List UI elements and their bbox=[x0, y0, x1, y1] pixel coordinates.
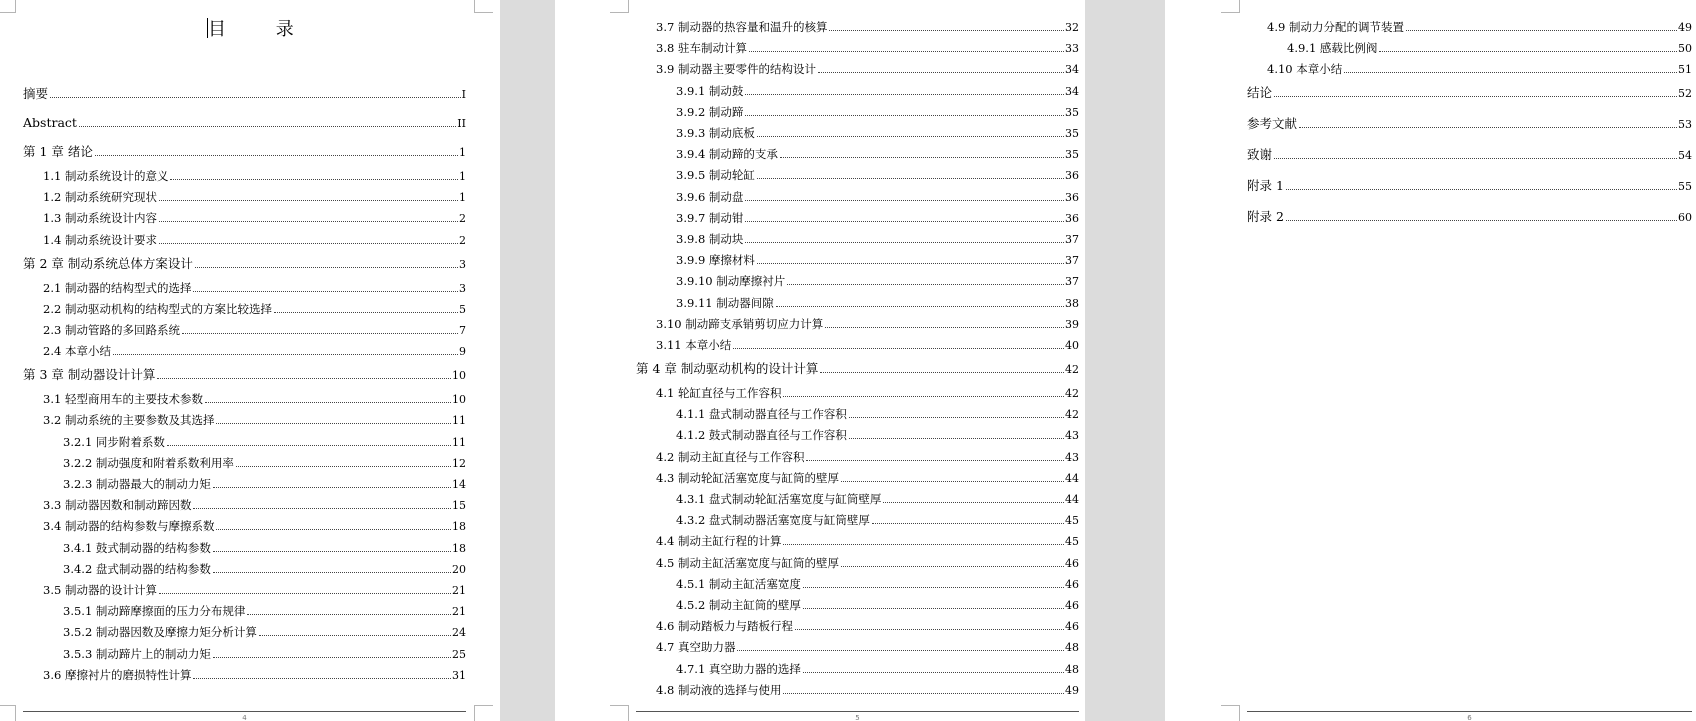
toc-entry-title: 3.9.4 制动蹄的支承 bbox=[676, 147, 778, 162]
toc-entry-page: 10 bbox=[452, 393, 466, 407]
toc-entry-title: 第 2 章 制动系统总体方案设计 bbox=[23, 255, 193, 271]
toc-entry-page: 51 bbox=[1678, 63, 1692, 77]
toc-entry-title: 3.3 制动器因数和制动蹄因数 bbox=[43, 498, 192, 513]
toc-entry-page: 31 bbox=[452, 668, 466, 682]
toc-entry-title: 3.9.8 制动块 bbox=[676, 232, 744, 246]
toc-entry-page: 18 bbox=[452, 520, 466, 534]
toc-entry[interactable] bbox=[63, 562, 466, 576]
toc-entry-page: 1 bbox=[459, 191, 466, 205]
toc-entry-page: II bbox=[457, 117, 466, 130]
toc-entry[interactable] bbox=[656, 41, 1079, 55]
dot-leader bbox=[159, 593, 451, 594]
toc-entry-title: 3.9 制动器主要零件的结构设计 bbox=[656, 62, 816, 77]
toc-entry-page: 14 bbox=[452, 478, 466, 491]
toc-entry-page: 46 bbox=[1065, 620, 1079, 634]
toc-entry-title: 3.7 制动器的热容量和温升的核算 bbox=[656, 20, 828, 34]
toc-entry[interactable] bbox=[63, 604, 466, 618]
toc-entry-title: 附录 2 bbox=[1247, 209, 1284, 225]
toc-entry-page: 34 bbox=[1065, 63, 1079, 77]
dot-leader bbox=[213, 487, 451, 488]
toc-entry-page: 48 bbox=[1065, 641, 1079, 655]
dot-leader bbox=[1286, 220, 1677, 221]
toc-entry[interactable] bbox=[43, 668, 466, 682]
toc-entry-page: 34 bbox=[1065, 84, 1079, 98]
dot-leader bbox=[170, 179, 458, 180]
toc-entry-page: 37 bbox=[1065, 254, 1079, 268]
toc-entry-page: 37 bbox=[1065, 275, 1079, 289]
toc-entry-title: 4.3.2 盘式制动器活塞宽度与缸筒壁厚 bbox=[676, 513, 870, 528]
toc-entry-title: Abstract bbox=[23, 115, 77, 130]
toc-entry-title: 3.2.2 制动强度和附着系数利用率 bbox=[63, 455, 234, 470]
toc-entry-title: 3.4.1 鼓式制动器的结构参数 bbox=[63, 540, 211, 555]
toc-entry-page: 48 bbox=[1065, 662, 1079, 676]
toc-entry-title: 2.2 制动驱动机构的结构型式的方案比较选择 bbox=[43, 301, 272, 316]
dot-leader bbox=[182, 333, 458, 334]
dot-leader bbox=[806, 460, 1064, 461]
dot-leader bbox=[783, 544, 1064, 545]
dot-leader bbox=[803, 587, 1064, 588]
toc-entry-title: 3.4.2 盘式制动器的结构参数 bbox=[63, 561, 211, 576]
toc-entry[interactable] bbox=[63, 647, 466, 661]
crop-mark bbox=[610, 705, 629, 721]
toc-entry-title: 4.8 制动液的选择与使用 bbox=[656, 682, 782, 697]
toc-entry-page: 20 bbox=[452, 562, 466, 576]
toc-entry[interactable] bbox=[43, 498, 466, 512]
dot-leader bbox=[829, 30, 1064, 31]
footer-rule bbox=[23, 711, 466, 712]
toc-entry-page: 46 bbox=[1065, 599, 1079, 612]
toc-entry-title: 3.5.3 制动蹄片上的制动力矩 bbox=[63, 646, 211, 661]
toc-entry-title: 3.2.3 制动器最大的制动力矩 bbox=[63, 477, 211, 491]
toc-entry-page: 33 bbox=[1065, 42, 1079, 56]
toc-entry-title: 3.9.7 制动钳 bbox=[676, 210, 744, 225]
dot-leader bbox=[825, 327, 1064, 328]
toc-entry-page: 11 bbox=[452, 414, 466, 428]
toc-entry[interactable] bbox=[676, 428, 1079, 442]
crop-mark bbox=[474, 0, 493, 13]
dot-leader bbox=[783, 693, 1064, 694]
toc-entry[interactable] bbox=[656, 471, 1079, 485]
toc-entry-page: 60 bbox=[1678, 211, 1692, 225]
toc-entry-page: 43 bbox=[1065, 429, 1079, 443]
toc-entry[interactable] bbox=[1267, 62, 1692, 76]
toc-entry[interactable] bbox=[23, 145, 466, 159]
toc-entry[interactable] bbox=[63, 541, 466, 555]
footer-rule bbox=[1247, 711, 1692, 712]
toc-entry[interactable] bbox=[63, 625, 466, 639]
toc-entry[interactable] bbox=[676, 126, 1079, 140]
toc-entry-title: 3.9.9 摩擦材料 bbox=[676, 253, 755, 268]
dot-leader bbox=[1286, 189, 1677, 190]
toc-entry-title: 结论 bbox=[1247, 85, 1273, 101]
dot-leader bbox=[193, 291, 458, 292]
toc-entry[interactable] bbox=[43, 302, 466, 316]
toc-entry-title: 4.3.1 盘式制动轮缸活塞宽度与缸筒壁厚 bbox=[676, 492, 882, 506]
toc-entry[interactable] bbox=[656, 338, 1079, 352]
toc-entry-page: 45 bbox=[1065, 514, 1079, 528]
toc-entry[interactable] bbox=[676, 662, 1079, 676]
dot-leader bbox=[157, 378, 451, 379]
toc-entry[interactable] bbox=[43, 190, 466, 204]
toc-entry-page: 53 bbox=[1678, 118, 1692, 132]
dot-leader bbox=[745, 94, 1064, 95]
dot-leader bbox=[745, 221, 1064, 222]
toc-entry-title: 第 4 章 制动驱动机构的设计计算 bbox=[636, 361, 819, 376]
toc-entry-page: 3 bbox=[459, 257, 466, 271]
dot-leader bbox=[195, 267, 458, 268]
toc-title: 目 录 bbox=[208, 19, 316, 40]
toc-entry[interactable] bbox=[676, 296, 1079, 310]
toc-entry[interactable] bbox=[656, 534, 1079, 548]
toc-entry-title: 参考文献 bbox=[1247, 116, 1298, 132]
text-cursor bbox=[207, 18, 208, 38]
dot-leader bbox=[193, 508, 451, 509]
toc-entry-page: 42 bbox=[1065, 363, 1079, 376]
dot-leader bbox=[803, 608, 1064, 609]
dot-leader bbox=[757, 178, 1064, 179]
toc-entry[interactable] bbox=[676, 407, 1079, 421]
toc-entry[interactable] bbox=[43, 323, 466, 337]
toc-entry-title: 3.9.6 制动盘 bbox=[676, 189, 744, 204]
toc-entry-title: 3.9.1 制动鼓 bbox=[676, 83, 744, 98]
toc-entry-page: 21 bbox=[452, 584, 466, 597]
toc-entry-title: 4.10 本章小结 bbox=[1267, 62, 1343, 77]
toc-entry[interactable] bbox=[1247, 210, 1692, 224]
toc-entry-page: 36 bbox=[1065, 169, 1079, 183]
dot-leader bbox=[236, 466, 451, 467]
toc-entry-title: 附录 1 bbox=[1247, 178, 1284, 194]
toc-entry[interactable] bbox=[676, 211, 1079, 225]
toc-entry[interactable] bbox=[656, 386, 1079, 400]
dot-leader bbox=[213, 551, 451, 552]
toc-entry[interactable] bbox=[1247, 86, 1692, 100]
toc-entry-page: 11 bbox=[452, 435, 466, 449]
toc-entry-title: 3.5.2 制动器因数及摩擦力矩分析计算 bbox=[63, 625, 257, 640]
dot-leader bbox=[167, 445, 451, 446]
toc-entry-page: 55 bbox=[1678, 180, 1692, 194]
toc-entry[interactable] bbox=[656, 556, 1079, 570]
toc-entry-page: 3 bbox=[459, 281, 466, 295]
toc-entry-title: 4.9.1 感载比例阀 bbox=[1287, 41, 1378, 56]
toc-entry-page: 38 bbox=[1065, 296, 1079, 310]
toc-entry-title: 3.2.1 同步附着系数 bbox=[63, 434, 165, 449]
toc-entry[interactable] bbox=[43, 519, 466, 533]
toc-entry-page: 40 bbox=[1065, 339, 1079, 352]
toc-entry[interactable] bbox=[656, 62, 1079, 76]
toc-entry-page: 7 bbox=[459, 324, 466, 337]
dot-leader bbox=[803, 672, 1064, 673]
toc-entry-page: 49 bbox=[1678, 21, 1692, 34]
dot-leader bbox=[274, 312, 458, 313]
document-page bbox=[0, 0, 500, 721]
dot-leader bbox=[849, 417, 1064, 418]
page-number: 5 bbox=[855, 714, 860, 721]
toc-entry-title: 4.4 制动主缸行程的计算 bbox=[656, 534, 782, 549]
toc-entry[interactable] bbox=[656, 20, 1079, 34]
toc-entry[interactable] bbox=[1247, 148, 1692, 162]
dot-leader bbox=[1406, 30, 1677, 31]
toc-entry-title: 1.1 制动系统设计的意义 bbox=[43, 169, 169, 183]
toc-entry-title: 4.5.1 制动主缸活塞宽度 bbox=[676, 576, 801, 591]
toc-entry[interactable] bbox=[656, 683, 1079, 697]
dot-leader bbox=[883, 502, 1064, 503]
toc-entry[interactable] bbox=[676, 168, 1079, 182]
toc-entry-page: 24 bbox=[452, 626, 466, 640]
dot-leader bbox=[159, 200, 458, 201]
toc-entry-title: 摘要 bbox=[23, 86, 49, 101]
page-number: 4 bbox=[242, 714, 247, 721]
crop-mark bbox=[1221, 705, 1240, 721]
toc-entry-page: 37 bbox=[1065, 233, 1079, 246]
dot-leader bbox=[849, 438, 1064, 439]
toc-entry-title: 4.7 真空助力器 bbox=[656, 640, 736, 655]
toc-entry[interactable] bbox=[676, 105, 1079, 119]
toc-entry-title: 3.9.5 制动轮缸 bbox=[676, 168, 755, 183]
toc-entry-title: 1.2 制动系统研究现状 bbox=[43, 190, 157, 205]
dot-leader bbox=[745, 200, 1064, 201]
dot-leader bbox=[780, 157, 1064, 158]
toc-entry-title: 4.7.1 真空助力器的选择 bbox=[676, 661, 801, 676]
dot-leader bbox=[737, 650, 1064, 651]
toc-entry[interactable] bbox=[656, 640, 1079, 654]
dot-leader bbox=[216, 529, 451, 530]
toc-entry-page: 32 bbox=[1065, 21, 1079, 34]
toc-entry-title: 1.3 制动系统设计内容 bbox=[43, 211, 157, 226]
toc-entry[interactable] bbox=[676, 492, 1079, 506]
toc-entry[interactable] bbox=[676, 190, 1079, 204]
toc-entry-title: 3.5 制动器的设计计算 bbox=[43, 583, 157, 597]
toc-entry[interactable] bbox=[43, 281, 466, 295]
toc-entry-page: 2 bbox=[459, 233, 466, 247]
toc-entry-title: 1.4 制动系统设计要求 bbox=[43, 232, 157, 247]
toc-entry-title: 4.9 制动力分配的调节装置 bbox=[1267, 20, 1404, 34]
toc-entry-page: 10 bbox=[452, 369, 466, 383]
dot-leader bbox=[745, 242, 1064, 243]
toc-entry-page: 1 bbox=[459, 146, 466, 159]
toc-entry-page: 49 bbox=[1065, 683, 1079, 697]
toc-entry-title: 3.4 制动器的结构参数与摩擦系数 bbox=[43, 519, 215, 534]
dot-leader bbox=[216, 423, 451, 424]
dot-leader bbox=[757, 136, 1064, 137]
toc-entry-title: 3.9.11 制动器间隙 bbox=[676, 295, 774, 310]
dot-leader bbox=[205, 402, 451, 403]
dot-leader bbox=[1274, 158, 1677, 159]
toc-entry-page: 25 bbox=[452, 647, 466, 661]
toc-entry-page: 35 bbox=[1065, 127, 1079, 140]
dot-leader bbox=[749, 51, 1064, 52]
toc-entry[interactable] bbox=[63, 477, 466, 491]
toc-entry-page: 18 bbox=[452, 541, 466, 555]
dot-leader bbox=[247, 614, 451, 615]
toc-entry-page: 35 bbox=[1065, 148, 1079, 162]
toc-entry-title: 第 1 章 绪论 bbox=[23, 144, 93, 159]
toc-entry[interactable] bbox=[23, 368, 466, 382]
dot-leader bbox=[193, 678, 451, 679]
dot-leader bbox=[1379, 51, 1677, 52]
page-number: 6 bbox=[1467, 714, 1472, 721]
dot-leader bbox=[818, 72, 1064, 73]
toc-entry[interactable] bbox=[23, 116, 466, 130]
toc-entry-title: 3.8 驻车制动计算 bbox=[656, 41, 747, 56]
toc-entry-title: 3.9.3 制动底板 bbox=[676, 126, 755, 140]
crop-mark bbox=[610, 0, 629, 13]
dot-leader bbox=[872, 523, 1064, 524]
dot-leader bbox=[259, 635, 451, 636]
toc-entry-title: 致谢 bbox=[1247, 147, 1273, 163]
toc-entry[interactable] bbox=[656, 450, 1079, 464]
dot-leader bbox=[95, 155, 458, 156]
toc-entry[interactable] bbox=[676, 598, 1079, 612]
toc-entry-page: 43 bbox=[1065, 450, 1079, 464]
toc-entry[interactable] bbox=[676, 253, 1079, 267]
toc-entry-page: 39 bbox=[1065, 317, 1079, 331]
toc-entry-title: 4.1.2 鼓式制动器直径与工作容积 bbox=[676, 428, 847, 443]
toc-entry-title: 3.9.10 制动摩擦衬片 bbox=[676, 274, 786, 289]
toc-entry[interactable] bbox=[656, 619, 1079, 633]
toc-entry-title: 4.2 制动主缸直径与工作容积 bbox=[656, 449, 805, 464]
dot-leader bbox=[787, 284, 1064, 285]
toc-entry[interactable] bbox=[676, 84, 1079, 98]
toc-entry-page: 42 bbox=[1065, 408, 1079, 422]
dot-leader bbox=[113, 354, 458, 355]
dot-leader bbox=[1344, 72, 1677, 73]
toc-entry-title: 3.1 轻型商用车的主要技术参数 bbox=[43, 392, 203, 407]
dot-leader bbox=[1299, 127, 1677, 128]
toc-entry[interactable] bbox=[43, 211, 466, 225]
toc-entry-title: 2.3 制动管路的多回路系统 bbox=[43, 323, 180, 337]
toc-entry[interactable] bbox=[676, 513, 1079, 527]
dot-leader bbox=[841, 481, 1064, 482]
toc-entry[interactable] bbox=[43, 233, 466, 247]
toc-entry-title: 3.2 制动系统的主要参数及其选择 bbox=[43, 413, 215, 428]
dot-leader bbox=[213, 657, 451, 658]
crop-mark bbox=[0, 705, 16, 721]
dot-leader bbox=[841, 566, 1064, 567]
toc-entry-title: 2.4 本章小结 bbox=[43, 344, 111, 359]
document-page bbox=[1165, 0, 1696, 721]
footer-rule bbox=[636, 711, 1079, 712]
toc-entry[interactable] bbox=[43, 413, 466, 427]
dot-leader bbox=[745, 115, 1064, 116]
toc-entry-page: 36 bbox=[1065, 211, 1079, 225]
toc-entry-page: 2 bbox=[459, 212, 466, 226]
toc-entry[interactable] bbox=[43, 169, 466, 183]
toc-entry[interactable] bbox=[656, 317, 1079, 331]
toc-entry-page: 46 bbox=[1065, 577, 1079, 591]
toc-entry-page: 1 bbox=[459, 170, 466, 183]
toc-entry-title: 4.5 制动主缸活塞宽度与缸筒的壁厚 bbox=[656, 555, 839, 570]
dot-leader bbox=[159, 221, 458, 222]
toc-entry[interactable] bbox=[676, 577, 1079, 591]
toc-entry-page: I bbox=[461, 88, 466, 101]
toc-entry[interactable] bbox=[63, 435, 466, 449]
toc-entry[interactable] bbox=[636, 362, 1079, 376]
dot-leader bbox=[1274, 96, 1677, 97]
toc-entry[interactable] bbox=[43, 583, 466, 597]
dot-leader bbox=[50, 97, 461, 98]
dot-leader bbox=[159, 243, 458, 244]
toc-entry-title: 4.1 轮缸直径与工作容积 bbox=[656, 386, 782, 400]
toc-entry-page: 50 bbox=[1678, 42, 1692, 56]
toc-entry-title: 3.11 本章小结 bbox=[656, 338, 732, 352]
dot-leader bbox=[757, 263, 1064, 264]
toc-entry[interactable] bbox=[676, 147, 1079, 161]
toc-entry[interactable] bbox=[1247, 117, 1692, 131]
toc-entry-page: 15 bbox=[452, 499, 466, 513]
toc-entry[interactable] bbox=[43, 392, 466, 406]
dot-leader bbox=[79, 126, 456, 127]
toc-entry-page: 45 bbox=[1065, 535, 1079, 549]
toc-entry-page: 42 bbox=[1065, 387, 1079, 400]
dot-leader bbox=[795, 629, 1064, 630]
toc-entry[interactable] bbox=[43, 344, 466, 358]
toc-entry-title: 4.1.1 盘式制动器直径与工作容积 bbox=[676, 407, 847, 422]
toc-entry-page: 21 bbox=[452, 605, 466, 619]
toc-entry-page: 52 bbox=[1678, 87, 1692, 101]
dot-leader bbox=[820, 372, 1064, 373]
crop-mark bbox=[474, 705, 493, 721]
toc-entry-title: 4.6 制动踏板力与踏板行程 bbox=[656, 619, 793, 634]
toc-entry[interactable] bbox=[676, 274, 1079, 288]
toc-entry-page: 54 bbox=[1678, 149, 1692, 163]
toc-entry[interactable] bbox=[23, 257, 466, 271]
toc-entry-page: 44 bbox=[1065, 471, 1079, 485]
toc-entry-page: 5 bbox=[459, 302, 466, 316]
toc-entry-title: 3.10 制动蹄支承销剪切应力计算 bbox=[656, 316, 824, 331]
toc-entry-title: 3.5.1 制动蹄摩擦面的压力分布规律 bbox=[63, 604, 246, 619]
toc-entry-page: 35 bbox=[1065, 105, 1079, 119]
toc-entry-title: 2.1 制动器的结构型式的选择 bbox=[43, 280, 192, 295]
toc-entry-page: 46 bbox=[1065, 556, 1079, 570]
toc-entry-title: 4.5.2 制动主缸筒的壁厚 bbox=[676, 598, 801, 612]
toc-entry[interactable] bbox=[1247, 179, 1692, 193]
dot-leader bbox=[783, 396, 1064, 397]
toc-entry-page: 12 bbox=[452, 456, 466, 470]
toc-entry-title: 3.6 摩擦衬片的磨损特性计算 bbox=[43, 667, 192, 682]
crop-mark bbox=[1221, 0, 1240, 13]
toc-entry-page: 44 bbox=[1065, 493, 1079, 506]
toc-entry[interactable] bbox=[23, 87, 466, 101]
toc-entry[interactable] bbox=[676, 232, 1079, 246]
document-page bbox=[555, 0, 1085, 721]
toc-entry-title: 3.9.2 制动蹄 bbox=[676, 104, 744, 119]
dot-leader bbox=[776, 306, 1064, 307]
toc-entry[interactable] bbox=[1287, 41, 1692, 55]
dot-leader bbox=[733, 348, 1064, 349]
toc-entry-title: 4.3 制动轮缸活塞宽度与缸筒的壁厚 bbox=[656, 470, 839, 485]
toc-entry-page: 36 bbox=[1065, 190, 1079, 204]
toc-entry[interactable] bbox=[63, 456, 466, 470]
toc-entry-page: 9 bbox=[459, 345, 466, 359]
dot-leader bbox=[213, 572, 451, 573]
toc-entry-title: 第 3 章 制动器设计计算 bbox=[23, 367, 156, 383]
crop-mark bbox=[0, 0, 16, 13]
toc-entry[interactable] bbox=[1267, 20, 1692, 34]
